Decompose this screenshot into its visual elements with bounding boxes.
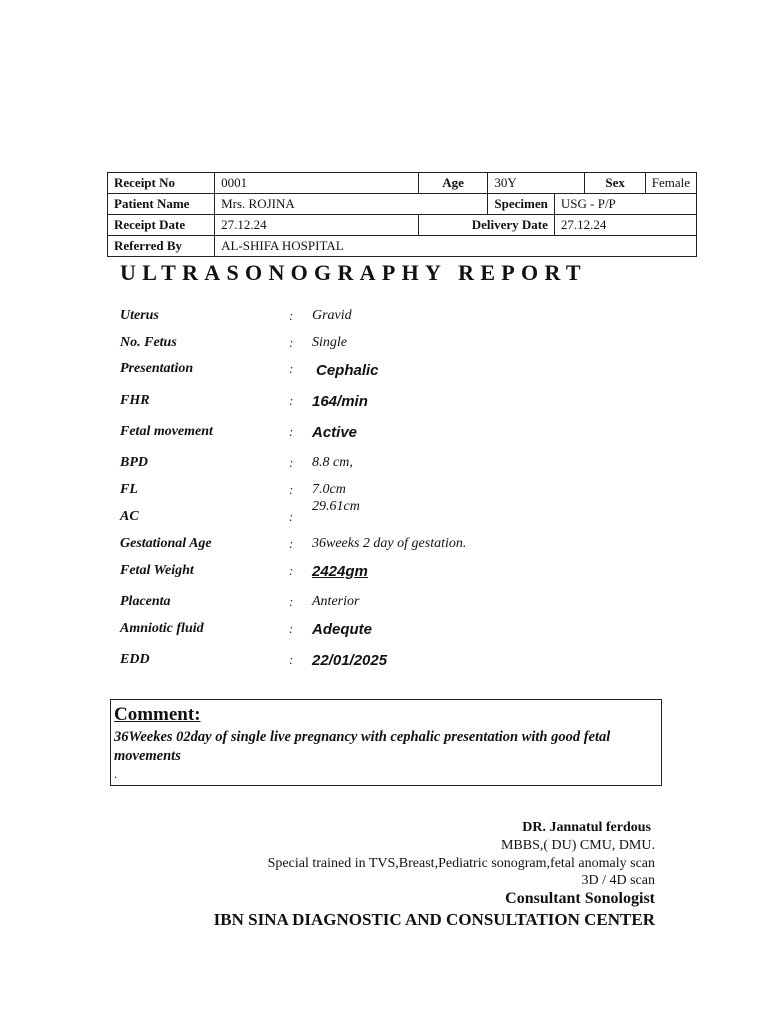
- comment-heading: Comment:: [114, 704, 201, 725]
- finding-gestational-age: [120, 536, 680, 558]
- finding-value: 8.8 cm,: [312, 455, 353, 470]
- finding-presentation: [120, 361, 680, 383]
- doctor-position: Consultant Sonologist: [505, 890, 655, 907]
- comment-text: 36Weekes 02day of single live pregnancy with cephalic presentation with good fetal movements: [114, 729, 611, 764]
- finding-fhr: [120, 393, 680, 415]
- finding-value: 29.61cm: [312, 499, 360, 514]
- specimen-label: Specimen: [488, 194, 554, 215]
- finding-edd: [120, 652, 680, 674]
- finding-amniotic-fluid: [120, 621, 680, 643]
- finding-label: Fetal Weight: [120, 563, 194, 578]
- sex-value: Female: [645, 173, 696, 194]
- separator: :: [289, 536, 294, 551]
- patient-name-label: Patient Name: [108, 194, 215, 215]
- receipt-no-value: 0001: [215, 173, 419, 194]
- delivery-date-value: 27.12.24: [554, 215, 696, 236]
- separator: :: [289, 509, 294, 524]
- separator: :: [289, 563, 294, 578]
- finding-uterus: [120, 308, 680, 330]
- finding-label: Gestational Age: [120, 536, 212, 551]
- referred-by-label: Referred By: [108, 236, 215, 257]
- separator: :: [289, 308, 294, 323]
- center-name: IBN SINA DIAGNOSTIC AND CONSULTATION CENTER: [213, 910, 655, 929]
- separator: :: [289, 424, 294, 439]
- separator: :: [289, 652, 294, 667]
- finding-label: Placenta: [120, 594, 171, 609]
- finding-label: Uterus: [120, 308, 159, 323]
- separator: :: [289, 393, 294, 408]
- referred-by-value: AL-SHIFA HOSPITAL: [215, 236, 697, 257]
- finding-value: Active: [312, 424, 358, 441]
- finding-no-fetus: [120, 335, 680, 357]
- separator: :: [289, 621, 294, 636]
- finding-value: 36weeks 2 day of gestation.: [312, 536, 467, 551]
- separator: :: [289, 361, 294, 376]
- separator: :: [289, 455, 294, 470]
- doctor-name: DR. Jannatul ferdous: [522, 820, 651, 835]
- finding-label: FL: [120, 482, 138, 497]
- receipt-no-label: Receipt No: [108, 173, 215, 194]
- finding-label: AC: [120, 509, 139, 524]
- doctor-training: Special trained in TVS,Breast,Pediatric sonogram,fetal anomaly scan: [267, 856, 655, 871]
- table-row: [108, 173, 697, 194]
- patient-info-table: [107, 172, 697, 257]
- table-row: [108, 236, 697, 257]
- sex-label: Sex: [585, 173, 645, 194]
- finding-label: Presentation: [120, 361, 194, 376]
- report-title: ULTRASONOGRAPHY REPORT: [120, 260, 587, 285]
- finding-value: 7.0cm: [312, 482, 346, 497]
- receipt-date-label: Receipt Date: [108, 215, 215, 236]
- receipt-date-value: 27.12.24: [215, 215, 419, 236]
- separator: :: [289, 335, 294, 350]
- finding-label: Fetal movement: [120, 424, 213, 439]
- finding-value: Gravid: [312, 308, 352, 323]
- comment-trailing: .: [114, 766, 118, 781]
- finding-label: No. Fetus: [120, 335, 177, 350]
- separator: :: [289, 594, 294, 609]
- finding-fl: [120, 482, 680, 504]
- age-value: 30Y: [488, 173, 585, 194]
- table-row: [108, 215, 697, 236]
- finding-bpd: [120, 455, 680, 477]
- finding-label: FHR: [120, 393, 150, 408]
- comment-box: [110, 699, 662, 786]
- finding-placenta: [120, 594, 680, 616]
- finding-fetal-weight: [120, 563, 680, 585]
- finding-value: 164/min: [312, 393, 368, 410]
- specimen-value: USG - P/P: [554, 194, 696, 215]
- finding-label: Amniotic fluid: [120, 621, 204, 636]
- finding-label: EDD: [120, 652, 150, 667]
- table-row: [108, 194, 697, 215]
- age-label: Age: [418, 173, 488, 194]
- finding-value: 2424gm: [312, 563, 368, 580]
- delivery-date-label: Delivery Date: [418, 215, 554, 236]
- finding-fetal-movement: [120, 424, 680, 446]
- doctor-degrees: MBBS,( DU) CMU, DMU.: [500, 838, 655, 853]
- separator: :: [289, 482, 294, 497]
- finding-value: Cephalic: [316, 362, 379, 379]
- finding-value: Single: [312, 335, 347, 350]
- finding-value: Adequte: [312, 621, 372, 638]
- finding-ac: [120, 499, 680, 531]
- finding-value: Anterior: [312, 594, 360, 609]
- finding-value: 22/01/2025: [312, 652, 388, 669]
- finding-label: BPD: [120, 455, 148, 470]
- patient-name-value: Mrs. ROJINA: [215, 194, 488, 215]
- doctor-scan: 3D / 4D scan: [581, 873, 655, 888]
